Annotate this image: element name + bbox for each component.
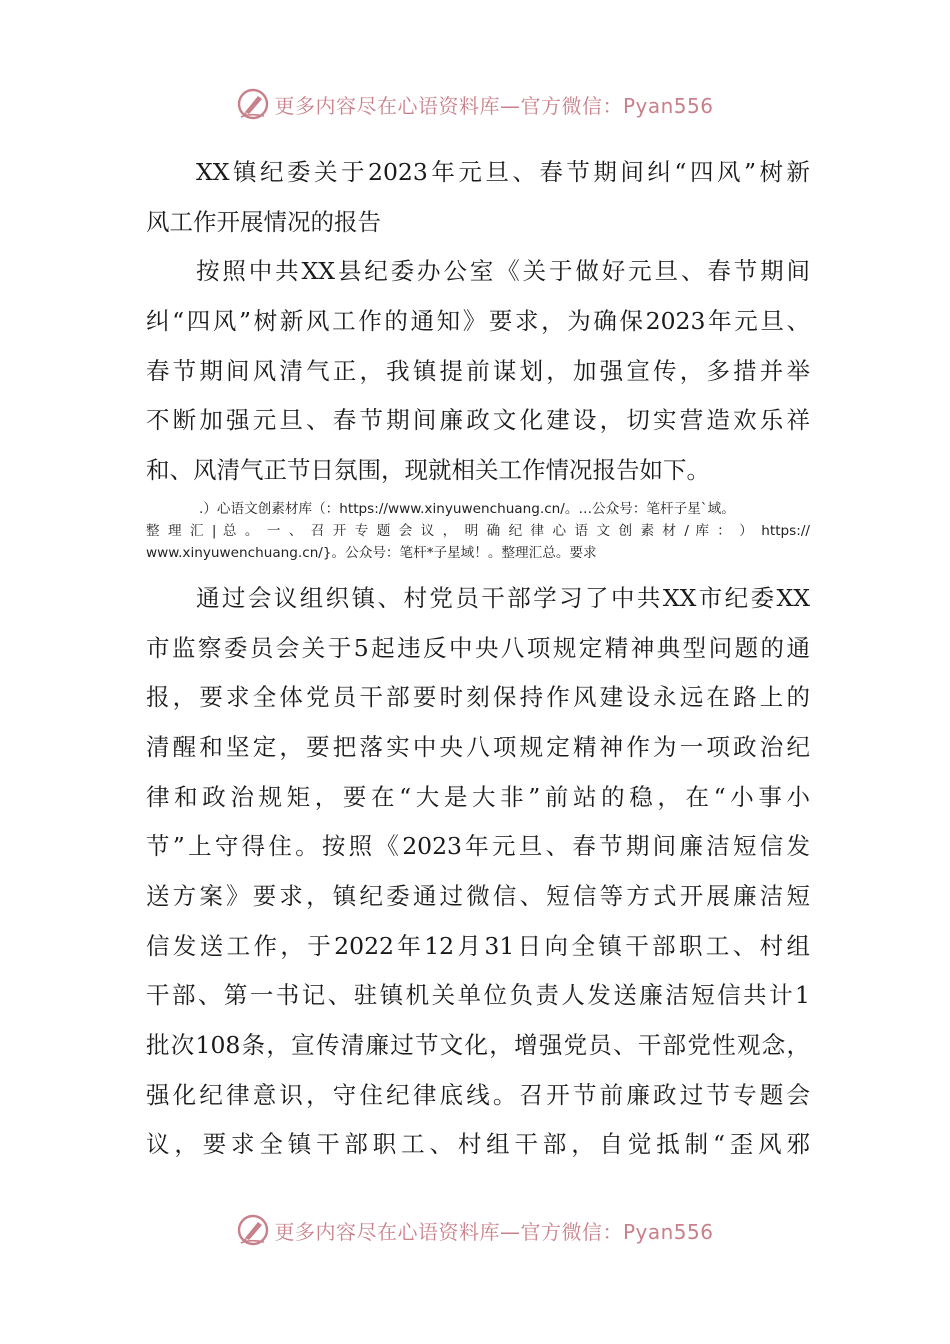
header-banner	[0, 84, 950, 124]
text-line: 不断加强元旦、春节期间廉政文化建设，切实营造欢乐祥	[146, 406, 810, 435]
text-line: 强化纪律意识，守住纪律底线。召开节前廉政过节专题会	[146, 1080, 810, 1109]
text-line: 律和政治规矩，要在“大是大非”前站的稳，在“小事小	[146, 782, 810, 811]
note-line: 整 理 汇 | 总 。 一 、 召 开 专 题 会 议 ， 明 确 纪 律 心 语 文 创 素 材 / 库 ： ） https://	[146, 522, 810, 539]
text-line: 纠“四风”树新风工作的通知》要求，为确保2023年元旦、	[146, 307, 810, 336]
note-line: www.xinyuwenchuang.cn/}。公众号：笔杆*子星域！。整理汇总。要求	[146, 544, 597, 561]
note-line: .）心语文创素材库（：https://www.xinyuwenchuang.cn/。…公众号：笔杆子星`域。	[199, 500, 735, 517]
text-line: 批次108条，宣传清廉过节文化，增强党员、干部党性观念，	[146, 1031, 810, 1059]
title-line: 风工作开展情况的报告	[146, 207, 381, 236]
text-line: 和、风清气正节日氛围，现就相关工作情况报告如下。	[146, 456, 710, 485]
watermark-note	[146, 498, 810, 564]
document-body	[146, 148, 810, 1170]
text-line: 送方案》要求，镇纪委通过微信、短信等方式开展廉洁短	[146, 881, 810, 910]
body-paragraph	[146, 574, 810, 1170]
text-line: 报，要求全体党员干部要时刻保持作风建设永远在路上的	[146, 683, 810, 712]
title-line: XX镇纪委关于2023年元旦、春节期间纠“四风”树新	[196, 158, 810, 186]
pen-circle-icon	[236, 87, 270, 121]
intro-paragraph	[146, 247, 810, 495]
banner-text: 更多内容尽在心语资料库—官方微信：Pyan556	[274, 1219, 714, 1244]
text-line: 干部、第一书记、驻镇机关单位负责人发送廉洁短信共计1	[146, 981, 810, 1010]
text-line: 春节期间风清气正，我镇提前谋划，加强宣传，多措并举	[146, 356, 810, 385]
text-line: 市监察委员会关于5起违反中央八项规定精神典型问题的通	[146, 633, 810, 662]
text-line: 议，要求全镇干部职工、村组干部，自觉抵制“歪风邪	[146, 1130, 810, 1159]
pen-circle-icon	[236, 1213, 270, 1247]
text-line: 按照中共XX县纪委办公室《关于做好元旦、春节期间	[196, 257, 810, 286]
banner-text: 更多内容尽在心语资料库—官方微信：Pyan556	[274, 93, 714, 118]
text-line: 清醒和坚定，要把落实中央八项规定精神作为一项政治纪	[146, 732, 810, 761]
text-line: 信发送工作，于2022年12月31日向全镇干部职工、村组	[146, 931, 810, 960]
text-line: 节”上守得住。按照《2023年元旦、春节期间廉洁短信发	[146, 832, 810, 861]
text-line: 通过会议组织镇、村党员干部学习了中共XX市纪委XX	[196, 583, 810, 612]
document-title	[146, 148, 810, 247]
footer-banner	[0, 1210, 950, 1250]
